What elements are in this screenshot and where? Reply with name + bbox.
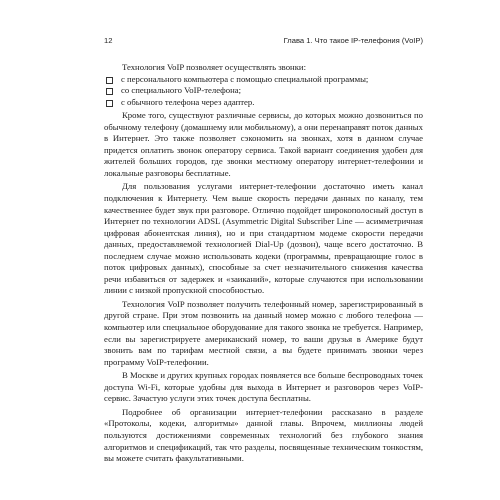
list-item-text: со специального VoIP-телефона; bbox=[121, 85, 242, 96]
call-methods-list bbox=[104, 74, 423, 109]
body-paragraph: Для пользования услугами интернет-телефонии достаточно иметь канал подключения к Интернету. Чем выше скорость передачи данных по каналу, тем качественнее будет звук при разговоре. Отлично подойдет широкополосный доступ в Интернет по технологии ADSL (Asymmetric Digital Subscriber Line — асимметричная цифровая абонентская линия), но и при стандартном модеме скорости передачи данных, предоставляемой технологией Dial-Up (дозвон), чаще всего достаточно. В последнем случае можно использовать кодеки (программы, превращающие голос в поток цифровых данных), способные за счет незначительного снижения качества речи избавиться от задержек и «заиканий», которые случаются при использовании линии с низкой пропускной способностью. bbox=[104, 181, 423, 296]
list-item-text: с персонального компьютера с помощью специальной программы; bbox=[121, 73, 369, 84]
list-item bbox=[104, 74, 423, 86]
checkbox-bullet-icon bbox=[106, 77, 113, 84]
intro-paragraph: Технология VoIP позволяет осуществлять звонки: bbox=[122, 62, 306, 72]
body-paragraph: Технология VoIP позволяет получить телефонный номер, зарегистрированный в другой стране. При этом позвонить на данный номер можно с любого телефона — компьютер или специальное оборудование для такого звонка не требуется. Например, если вы зарегистрируете американский номер, то ваши друзья в Америке будут звонить вам по тарифам местной связи, а вы будете принимать звонки через программу VoIP-телефонии. bbox=[104, 298, 423, 367]
checkbox-bullet-icon bbox=[106, 100, 113, 107]
page-number: 12 bbox=[104, 36, 113, 45]
page-body bbox=[104, 62, 423, 465]
body-paragraph: Подробнее об организации интернет-телефонии рассказано в разделе «Протоколы, кодеки, алгоритмы» данной главы. Впрочем, миллионы людей пользуются достижениями современных технологий без глубокого знания алгоритмов и спецификаций, так что разделы, посвященные техническим тонкостям, вы можете считать факультативными. bbox=[104, 406, 423, 464]
running-head bbox=[104, 36, 423, 45]
list-item-text: с обычного телефона через адаптер. bbox=[121, 96, 255, 107]
checkbox-bullet-icon bbox=[106, 88, 113, 95]
chapter-title: Глава 1. Что такое IP-телефония (VoIP) bbox=[283, 36, 423, 45]
body-paragraph: В Москве и других крупных городах появляется все больше беспроводных точек доступа Wi-Fi, которые удобны для выхода в Интернет и разговоров через VoIP-сервис. Зачастую услуги этих точек доступа бесплатны. bbox=[104, 370, 423, 404]
body-paragraph: Кроме того, существуют различные сервисы, до которых можно дозвониться по обычному телефону (домашнему или мобильному), а они перенаправят поток данных в Интернет. Это также позволяет сэкономить на звонках, хотя в данном случае придется оплатить звонок оператору сервиса. Такой вариант соединения удобен для жителей больших городов, где звонки местному оператору интернет-телефонии и локальные разговоры бесплатные. bbox=[104, 110, 423, 178]
list-item bbox=[104, 85, 423, 97]
list-item bbox=[104, 97, 423, 109]
